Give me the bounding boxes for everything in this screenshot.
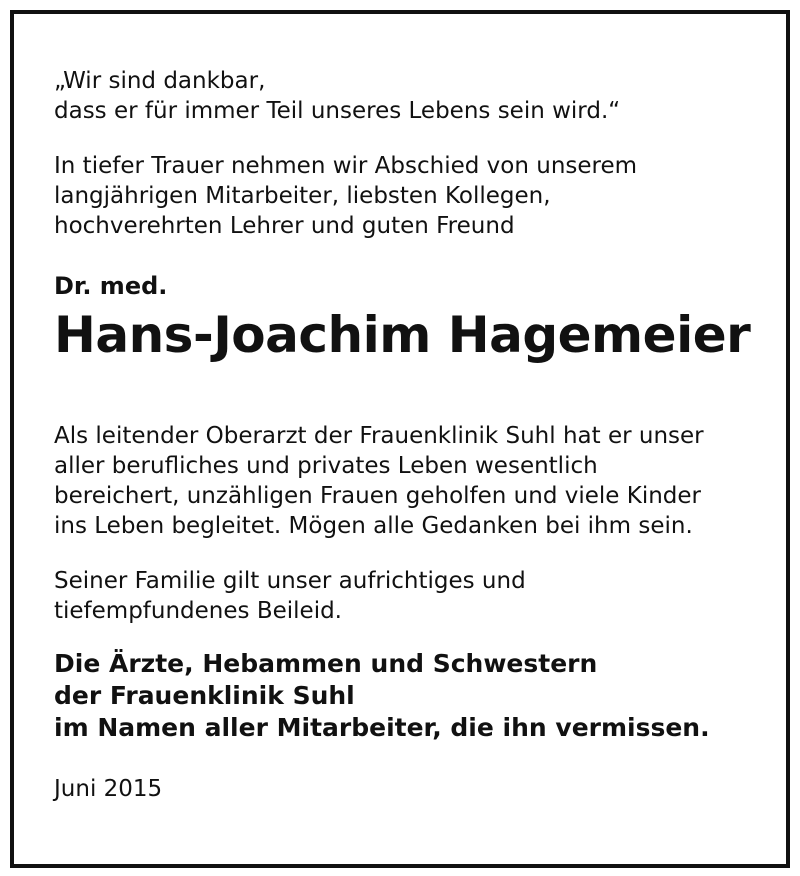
quote-block <box>54 66 754 126</box>
quote-line-2: dass er für immer Teil unseres Lebens sein wird.“ <box>54 98 621 124</box>
tribute-line-4: ins Leben begleitet. Mögen alle Gedanken bei ihm sein. <box>54 513 693 539</box>
quote-line-1: „Wir sind dankbar, <box>54 68 266 94</box>
intro-block <box>54 151 754 241</box>
obituary-frame <box>10 10 790 868</box>
tribute-block <box>54 421 754 541</box>
signature-line-2: der Frauenklinik Suhl <box>54 681 355 710</box>
tribute-line-2: aller berufliches und privates Leben wesentlich <box>54 453 598 479</box>
obituary-content <box>54 66 754 804</box>
condolence-line-2: tiefempfundenes Beileid. <box>54 598 342 624</box>
signature-line-3: im Namen aller Mitarbeiter, die ihn vermissen. <box>54 713 710 742</box>
deceased-title: Dr. med. <box>54 272 168 300</box>
intro-line-2: langjährigen Mitarbeiter, liebsten Kollegen, <box>54 183 551 209</box>
date-text: Juni 2015 <box>54 776 163 802</box>
tribute-line-1: Als leitender Oberarzt der Frauenklinik Suhl hat er unser <box>54 423 704 449</box>
date-block <box>54 774 754 804</box>
condolence-line-1: Seiner Familie gilt unser aufrichtiges und <box>54 568 526 594</box>
intro-line-1: In tiefer Trauer nehmen wir Abschied von unserem <box>54 153 638 179</box>
condolence-block <box>54 566 754 626</box>
deceased-name: Hans-Joachim Hagemeier <box>54 306 751 364</box>
intro-line-3: hochverehrten Lehrer und guten Freund <box>54 213 515 239</box>
tribute-line-3: bereichert, unzähligen Frauen geholfen und viele Kinder <box>54 483 701 509</box>
signature-line-1: Die Ärzte, Hebammen und Schwestern <box>54 649 598 678</box>
signature-block <box>54 648 754 744</box>
